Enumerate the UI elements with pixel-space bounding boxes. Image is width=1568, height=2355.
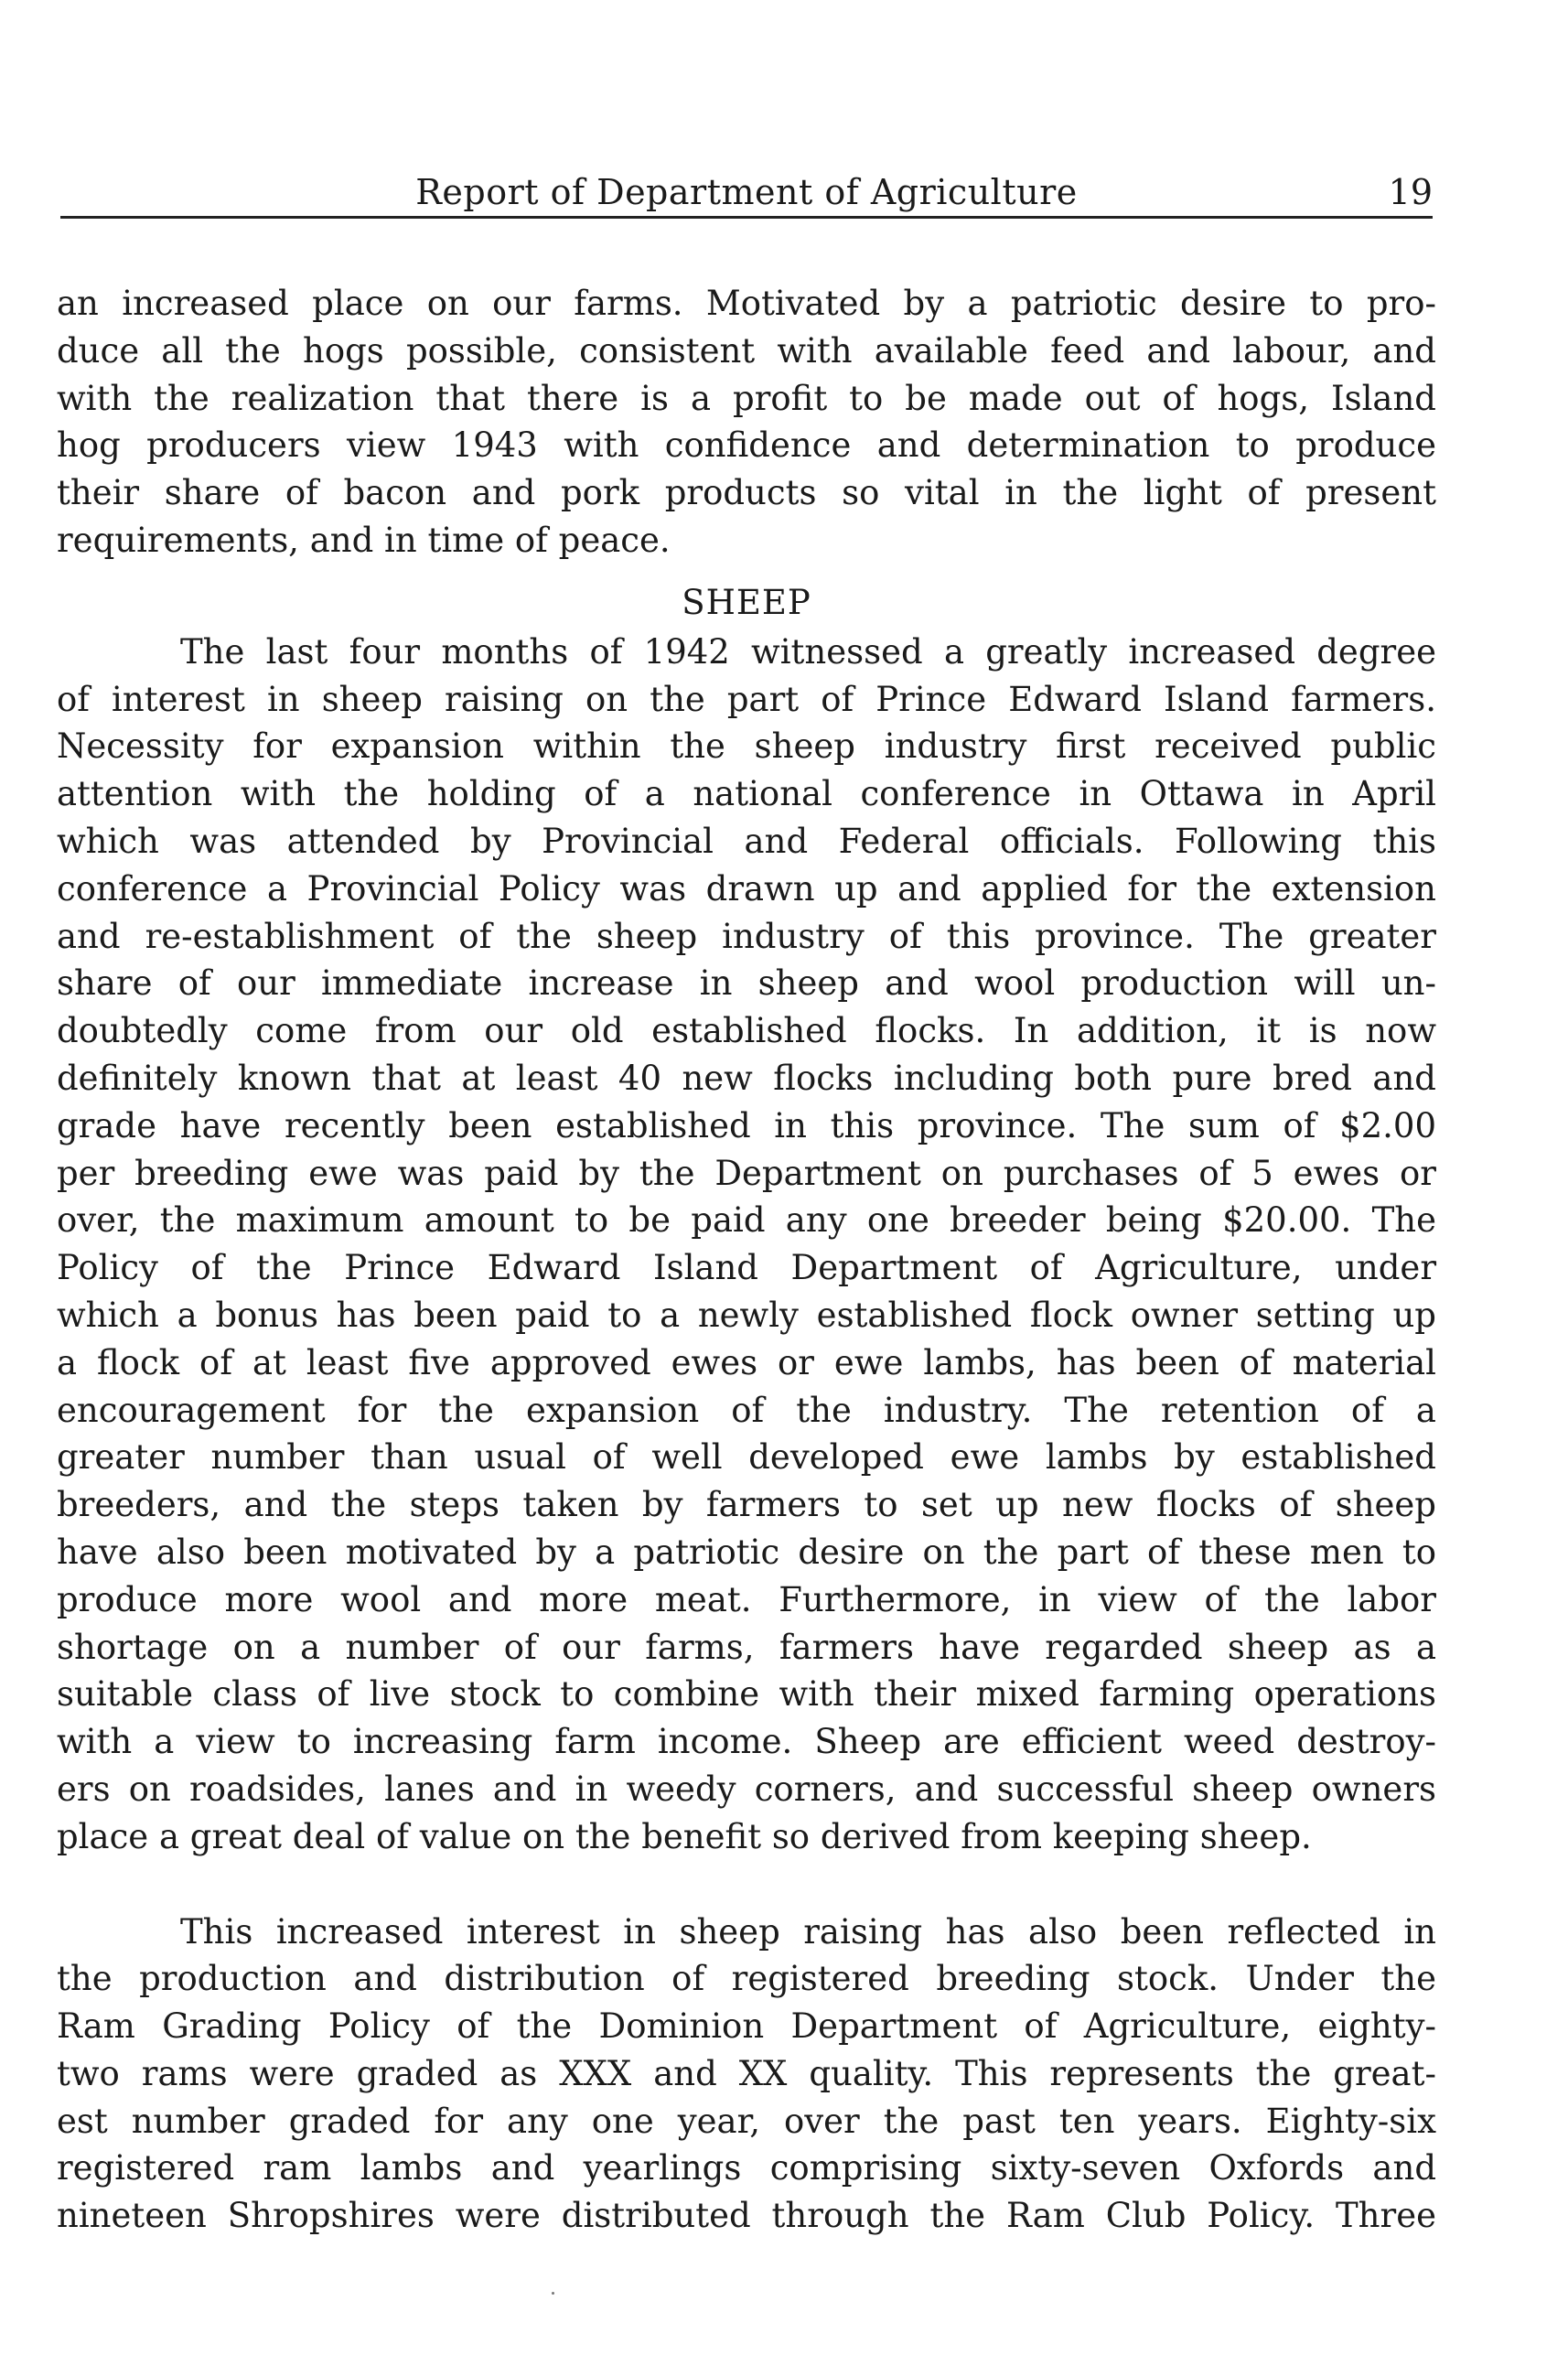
text-line: registered ram lambs and yearlings comprising sixty-seven Oxfords and <box>57 2148 1436 2188</box>
text-line: nineteen Shropshires were distributed through the Ram Club Policy. Three <box>57 2196 1436 2236</box>
text-line: duce all the hogs possible, consistent with available feed and labour, and <box>57 330 1436 371</box>
text-line: and re-establishment of the sheep industry of this province. The greater <box>57 916 1436 956</box>
paragraph-spacer <box>57 1861 1436 1909</box>
text-line: grade have recently been established in this province. The sum of $2.00 <box>57 1105 1436 1145</box>
paragraph-hogs-conclusion <box>57 280 1436 565</box>
text-line: Necessity for expansion within the sheep industry first received public <box>57 726 1436 767</box>
text-line: over, the maximum amount to be paid any one breeder being $20.00. The <box>57 1200 1436 1241</box>
text-line: an increased place on our farms. Motivated by a patriotic desire to pro- <box>57 284 1436 323</box>
text-line: The last four months of 1942 witnessed a greatly increased degree <box>180 631 1436 672</box>
text-line: Ram Grading Policy of the Dominion Department of Agriculture, eighty- <box>57 2006 1436 2047</box>
text-line: attention with the holding of a national conference in Ottawa in April <box>57 774 1436 814</box>
text-line: Policy of the Prince Edward Island Department of Agriculture, under <box>57 1248 1436 1288</box>
print-speck <box>552 2292 554 2295</box>
running-header <box>60 170 1433 219</box>
text-line: have also been motivated by a patriotic desire on the part of these men to <box>57 1532 1436 1572</box>
text-line: two rams were graded as XXX and XX quality. This represents the great- <box>57 2053 1436 2093</box>
text-line: their share of bacon and pork products so vital in the light of present <box>57 473 1436 513</box>
text-line: ers on roadsides, lanes and in weedy corners, and successful sheep owners <box>57 1769 1436 1809</box>
text-line: This increased interest in sheep raising has also been reflected in <box>180 1911 1436 1952</box>
text-line: place a great deal of value on the benefit so derived from keeping sheep. <box>57 1816 1312 1856</box>
paragraph-breeding-stock <box>57 1909 1436 2241</box>
running-title: Report of Department of Agriculture <box>415 172 1078 212</box>
text-line: the production and distribution of registered breeding stock. Under the <box>57 1959 1436 1999</box>
text-line: of interest in sheep raising on the part of Prince Edward Island farmers. <box>57 679 1436 719</box>
text-line: est number graded for any one year, over the past ten years. Eighty-six <box>57 2101 1436 2141</box>
text-line: suitable class of live stock to combine with their mixed farming operations <box>57 1674 1436 1715</box>
text-line: which was attended by Provincial and Federal officials. Following this <box>57 821 1436 861</box>
text-line: share of our immediate increase in sheep and wool production will un- <box>57 963 1436 1004</box>
text-line: definitely known that at least 40 new flocks including both pure bred and <box>57 1058 1436 1098</box>
text-line: breeders, and the steps taken by farmers to set up new flocks of sheep <box>57 1485 1436 1525</box>
text-line: per breeding ewe was paid by the Department on purchases of 5 ewes or <box>57 1153 1436 1193</box>
page-number: 19 <box>1388 172 1433 212</box>
text-line: doubtedly come from our old established flocks. In addition, it is now <box>57 1011 1436 1051</box>
paragraph-sheep-interest <box>57 629 1436 1861</box>
body-text <box>57 280 1436 2240</box>
section-heading: SHEEP <box>682 582 811 622</box>
text-line: which a bonus has been paid to a newly established flock owner setting up <box>57 1295 1436 1335</box>
text-line: a flock of at least five approved ewes or ewe lambs, has been of material <box>57 1342 1436 1382</box>
text-line: greater number than usual of well developed ewe lambs by established <box>57 1437 1436 1478</box>
text-line: shortage on a number of our farms, farmers have regarded sheep as a <box>57 1627 1436 1667</box>
text-line: with the realization that there is a profit to be made out of hogs, Island <box>57 378 1436 418</box>
text-line: hog producers view 1943 with confidence and determination to produce <box>57 425 1436 466</box>
text-line: produce more wool and more meat. Furthermore, in view of the labor <box>57 1579 1436 1619</box>
text-line: conference a Provincial Policy was drawn up and applied for the extension <box>57 868 1436 909</box>
text-line: with a view to increasing farm income. Sheep are efficient weed destroy- <box>57 1722 1436 1762</box>
text-line: encouragement for the expansion of the industry. The retention of a <box>57 1390 1436 1430</box>
text-line: requirements, and in time of peace. <box>57 520 671 560</box>
